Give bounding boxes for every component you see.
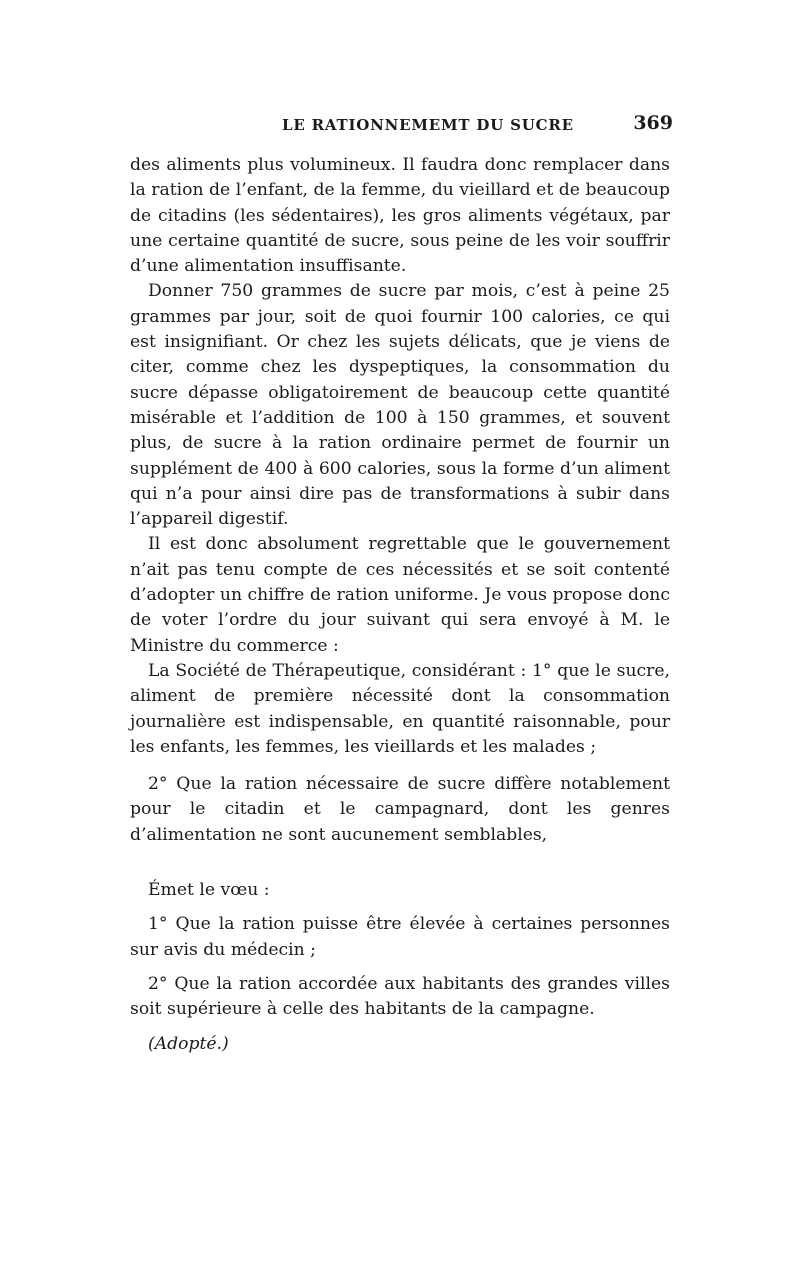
paragraph-second-point: 2° Que la ration nécessaire de sucre diffère notablement pour le citadin et le campagnard, dont les genres d’alimentation ne sont aucunement semblables,: [130, 774, 670, 845]
body-text: [130, 153, 670, 1057]
adopted-note: (Adopté.): [148, 1033, 229, 1054]
paragraph-continuation: des aliments plus volumineux. Il faudra donc remplacer dans la ration de l’enfant, de la femme, du vieillard et de beaucoup de citadins (les sédentaires), les gros aliments végétaux, par une certaine quantité de sucre, sous peine de les voir souffrir d’une alimentation insuffisante.: [130, 155, 670, 277]
paragraph-emet-le-voeu: Émet le vœu :: [148, 880, 270, 901]
paragraph-wish-one: 1° Que la ration puisse être élevée à certaines personnes sur avis du médecin ;: [130, 914, 670, 960]
paragraph-proposal: Il est donc absolument regrettable que le gouvernement n’ait pas tenu compte de ces nécessités et se soit contenté d’adopter un chiffre de ration uniforme. Je vous propose donc de voter l’ordre du jour suivant qui sera envoyé à M. le Ministre du commerce :: [130, 534, 670, 656]
paragraph-considerant: La Société de Thérapeutique, considérant : 1° que le sucre, aliment de première nécessité dont la consommation journalière est indispensable, en quantité raisonnable, pour les enfants, les femmes, les vieillards et les malades ;: [130, 660, 670, 757]
page-header: [130, 112, 675, 142]
paragraph-sugar-ration: Donner 750 grammes de sucre par mois, c’est à peine 25 grammes par jour, soit de quoi fournir 100 calories, ce qui est insignifiant. Or chez les sujets délicats, que je viens de citer, comme chez les dyspeptiques, la consommation du sucre dépasse obligatoirement de beaucoup cette quantité misérable et l’addition de 100 à 150 grammes, et souvent plus, de sucre à la ration ordinaire permet de fournir un supplément de 400 à 600 calories, sous la forme d’un aliment qui n’a pour ainsi dire pas de transformations à subir dans l’appareil digestif.: [130, 281, 670, 530]
page-number: 369: [633, 112, 673, 134]
running-head: LE RATIONNEMEMT DU SUCRE: [282, 116, 574, 134]
paragraph-wish-two: 2° Que la ration accordée aux habitants des grandes villes soit supérieure à celle des habitants de la campagne.: [130, 973, 670, 1020]
